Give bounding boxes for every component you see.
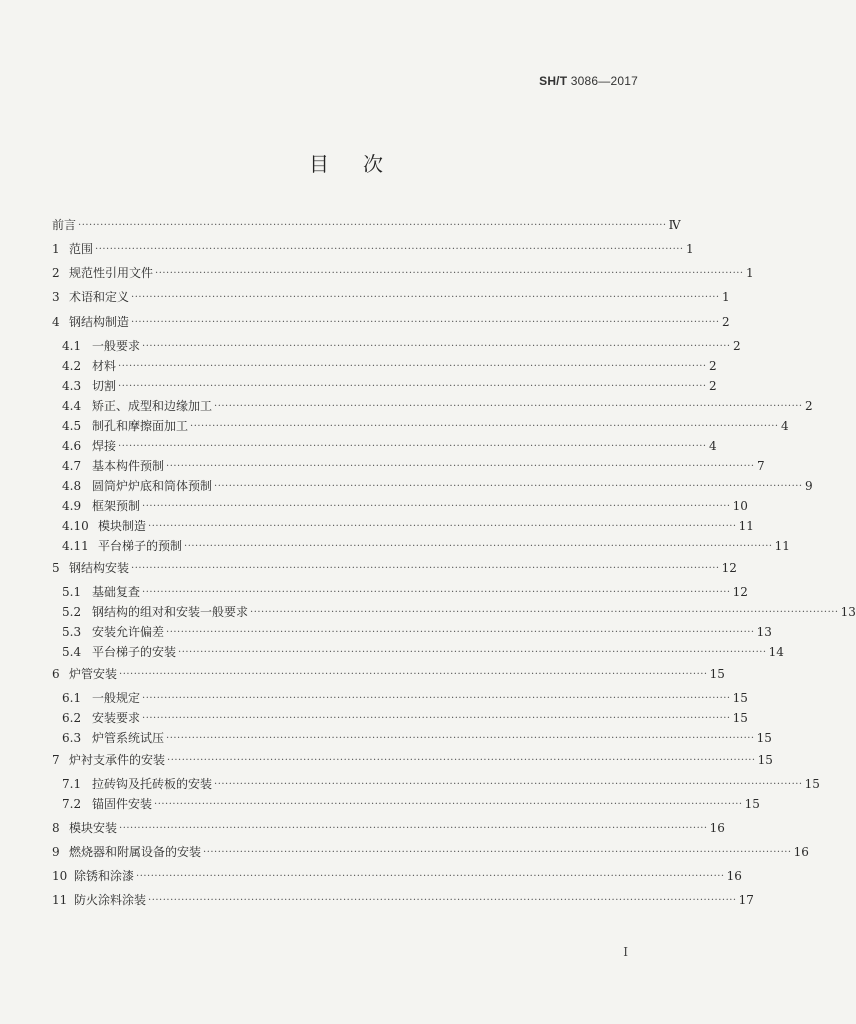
dot-leader: ································································································································································ [214,481,803,492]
toc-entry-page: 9 [804,479,813,493]
toc-entry-page: 1 [745,266,754,280]
toc-entry-page: Ⅳ [668,218,681,232]
toc-entry[interactable] [52,557,737,575]
toc-entry-number: 4.10 [62,519,89,533]
toc-entry-number: 5.4 [62,645,82,659]
toc-entry[interactable] [52,865,742,883]
toc-entry-number: 4.1 [62,339,82,353]
toc-entry-label [62,731,164,745]
toc-entry-label [52,869,134,883]
toc-entry-number: 4.11 [62,539,89,553]
toc-entry[interactable] [62,455,765,473]
dot-leader: ································································································································································ [166,461,755,472]
toc-entry-label [62,539,182,553]
toc-entry-number: 7.2 [62,797,82,811]
toc-entry-label [62,711,140,725]
toc-entry-title: 钢结构安装 [69,561,130,575]
toc-entry-page: 10 [732,499,748,513]
toc-entry-number: 8 [52,821,60,835]
toc-entry-page: 12 [721,561,737,575]
toc-entry-page: 16 [793,845,809,859]
toc-entry-label [52,893,146,907]
toc-entry-title: 钢结构制造 [69,315,130,329]
dot-leader: ································································································································································ [142,501,731,512]
toc-entry-label [62,625,164,639]
toc-entry-number: 2 [52,266,60,280]
toc-entry-page: 15 [756,731,772,745]
toc-entry-title: 钢结构的组对和安装一般要求 [92,605,249,619]
toc-entry-page: 16 [726,869,742,883]
toc-entry-title: 规范性引用文件 [69,266,154,280]
toc-entry-number: 6.2 [62,711,82,725]
toc-entry[interactable] [62,435,717,453]
toc-entry-number: 4.6 [62,439,82,453]
toc-entry[interactable] [62,415,789,433]
dot-leader: ································································································································································ [118,441,707,452]
toc-entry[interactable] [52,238,694,256]
dot-leader: ································································································································································ [166,627,755,638]
toc-entry-label [52,561,129,575]
dot-leader: ································································································································································ [190,421,779,432]
toc-entry-page: 2 [804,399,813,413]
toc-entry-label [62,645,176,659]
toc-entry[interactable] [62,641,784,659]
toc-entry-page: 1 [685,242,694,256]
toc-entry[interactable] [62,355,717,373]
toc-entry-title: 炉管系统试压 [92,731,165,745]
toc-entry-title: 除锈和涂漆 [74,869,135,883]
dot-leader: ································································································································································ [142,587,731,598]
toc-entry[interactable] [52,749,773,767]
toc-entry[interactable] [52,663,725,681]
dot-leader: ································································································································································ [131,292,720,303]
standard-code [539,74,638,88]
toc-entry-title: 范围 [69,242,94,256]
toc-entry-page: 15 [732,711,748,725]
footer-page-number: Ⅰ [623,945,628,959]
toc-entry-title: 材料 [92,359,117,373]
toc-entry-title: 切割 [92,379,117,393]
toc-entry-label [62,439,116,453]
toc-entry-page: 7 [756,459,765,473]
toc-entry[interactable] [52,214,681,232]
toc-entry-title: 安装要求 [92,711,141,725]
toc-entry-label [62,399,212,413]
toc-entry-title: 平台梯子的预制 [98,539,183,553]
toc-entry-page: 15 [757,753,773,767]
dot-leader: ································································································································································ [166,733,755,744]
toc-entry-number: 4.4 [62,399,82,413]
toc-entry-title: 炉衬支承件的安装 [69,753,166,767]
toc-entry-title: 拉砖钩及托砖板的安装 [92,777,213,791]
toc-entry-title: 安装允许偏差 [92,625,165,639]
toc-entry-page: 11 [738,519,754,533]
toc-entry-number: 3 [52,290,60,304]
toc-entry-title: 焊接 [92,439,117,453]
toc-entry[interactable] [62,395,813,413]
toc-entry[interactable] [62,495,748,513]
toc-entry-number: 7.1 [62,777,82,791]
toc-entry-title: 制孔和摩擦面加工 [92,419,189,433]
toc-entry-label [62,519,146,533]
toc-entry-label [52,290,129,304]
dot-leader: ································································································································································ [184,541,773,552]
toc-entry-label [62,339,140,353]
toc-entry-page: 4 [780,419,789,433]
toc-entry[interactable] [62,793,760,811]
standard-code-number: 3086—2017 [570,74,638,88]
dot-leader: ································································································································································ [78,220,667,231]
toc-entry-page: 13 [756,625,772,639]
toc-entry-title: 基本构件预制 [92,459,165,473]
dot-leader: ································································································································································ [118,361,707,372]
toc-entry-label [62,605,248,619]
dot-leader: ································································································································································ [178,647,767,658]
toc-entry-page: 4 [708,439,717,453]
toc-entry[interactable] [62,601,856,619]
toc-entry[interactable] [62,727,772,745]
toc-entry-number: 前言 [52,218,77,232]
dot-leader: ································································································································································ [214,779,803,790]
toc-entry-number: 4.7 [62,459,82,473]
toc-entry[interactable] [52,311,730,329]
toc-entry-label [52,218,76,232]
toc-entry[interactable] [62,375,717,393]
toc-entry-label [62,459,164,473]
toc-entry-title: 平台梯子的安装 [92,645,177,659]
toc-entry-label [52,315,129,329]
toc-entry-title: 锚固件安装 [92,797,153,811]
toc-entry-title: 模块制造 [98,519,147,533]
toc-entry-page: 15 [804,777,820,791]
toc-entry[interactable] [52,817,725,835]
toc-entry-label [52,845,201,859]
dot-leader: ································································································································································ [119,669,708,680]
toc-entry[interactable] [62,515,754,533]
standard-code-prefix: SH/T [539,74,568,88]
toc-entry-number: 4.5 [62,419,82,433]
dot-leader: ································································································································································ [131,563,720,574]
toc-entry-title: 模块安装 [69,821,118,835]
toc-entry-title: 框架预制 [92,499,141,513]
toc-entry-title: 炉管安装 [69,667,118,681]
toc-entry-title: 基础复查 [92,585,141,599]
toc-entry-page: 13 [840,605,856,619]
toc-entry-number: 11 [52,893,68,907]
dot-leader: ································································································································································ [95,244,684,255]
toc-entry-label [52,821,117,835]
toc-entry-title: 燃烧器和附属设备的安装 [69,845,202,859]
toc-entry-title: 一般要求 [92,339,141,353]
dot-leader: ································································································································································ [142,693,731,704]
toc-entry-title: 矫正、成型和边缘加工 [92,399,213,413]
toc-entry-page: 15 [732,691,748,705]
toc-entry-title: 一般规定 [92,691,141,705]
toc-entry-number: 5.1 [62,585,82,599]
toc-entry[interactable] [62,621,772,639]
toc-entry-label [62,379,116,393]
toc-entry[interactable] [62,581,748,599]
toc-entry[interactable] [62,535,790,553]
toc-entry-number: 4.3 [62,379,82,393]
toc-entry[interactable] [52,841,809,859]
toc-entry-number: 4.9 [62,499,82,513]
toc-entry-number: 4 [52,315,60,329]
toc-entry-number: 1 [52,242,60,256]
toc-entry-label [62,359,116,373]
toc-entry-number: 4.2 [62,359,82,373]
toc-entry[interactable] [52,262,754,280]
toc-entry-page: 2 [708,379,717,393]
dot-leader: ································································································································································ [148,895,737,906]
toc-entry-page: 16 [709,821,725,835]
dot-leader: ································································································································································ [142,713,731,724]
toc-entry-label [62,797,152,811]
dot-leader: ································································································································································ [148,521,737,532]
toc-entry-number: 9 [52,845,60,859]
toc-entry-page: 15 [709,667,725,681]
toc-entry-label [62,777,212,791]
toc-entry-number: 6.3 [62,731,82,745]
dot-leader: ································································································································································ [214,401,803,412]
toc-entry-page: 2 [721,315,730,329]
toc-entry-title: 防火涂料涂装 [74,893,147,907]
toc-entry[interactable] [52,286,730,304]
toc-entry-label [62,691,140,705]
dot-leader: ································································································································································ [131,317,720,328]
toc-entry-label [62,499,140,513]
toc-entry-page: 12 [732,585,748,599]
toc-entry-label [62,585,140,599]
toc-entry-page: 1 [721,290,730,304]
toc-entry-number: 10 [52,869,68,883]
toc-entry-number: 7 [52,753,60,767]
toc-entry-page: 11 [774,539,790,553]
toc-entry[interactable] [62,707,748,725]
dot-leader: ································································································································································ [250,607,839,618]
toc-entry[interactable] [62,773,820,791]
page-title: 目次 [309,152,417,176]
toc-entry-number: 5 [52,561,60,575]
toc-entry[interactable] [62,475,813,493]
toc-entry-number: 4.8 [62,479,82,493]
dot-leader: ································································································································································ [142,341,731,352]
toc-entry-label [52,753,165,767]
dot-leader: ································································································································································ [136,871,725,882]
toc-entry[interactable] [52,889,754,907]
dot-leader: ································································································································································ [167,755,756,766]
toc-entry-page: 2 [732,339,741,353]
toc-entry-label [52,667,117,681]
toc-entry-label [52,266,153,280]
toc-entry-label [62,419,188,433]
toc-entry[interactable] [62,687,748,705]
toc-entry-page: 2 [708,359,717,373]
dot-leader: ································································································································································ [155,268,744,279]
dot-leader: ································································································································································ [203,847,792,858]
toc-entry-title: 术语和定义 [69,290,130,304]
toc-entry-page: 15 [744,797,760,811]
toc-entry-number: 6.1 [62,691,82,705]
toc-entry-page: 17 [738,893,754,907]
toc-entry-number: 6 [52,667,60,681]
toc-entry[interactable] [62,335,741,353]
toc-entry-number: 5.3 [62,625,82,639]
dot-leader: ································································································································································ [154,799,743,810]
toc-entry-label [62,479,212,493]
dot-leader: ································································································································································ [119,823,708,834]
dot-leader: ································································································································································ [118,381,707,392]
toc-entry-title: 圆筒炉炉底和筒体预制 [92,479,213,493]
toc-entry-page: 14 [768,645,784,659]
toc-entry-label [52,242,93,256]
toc-entry-number: 5.2 [62,605,82,619]
